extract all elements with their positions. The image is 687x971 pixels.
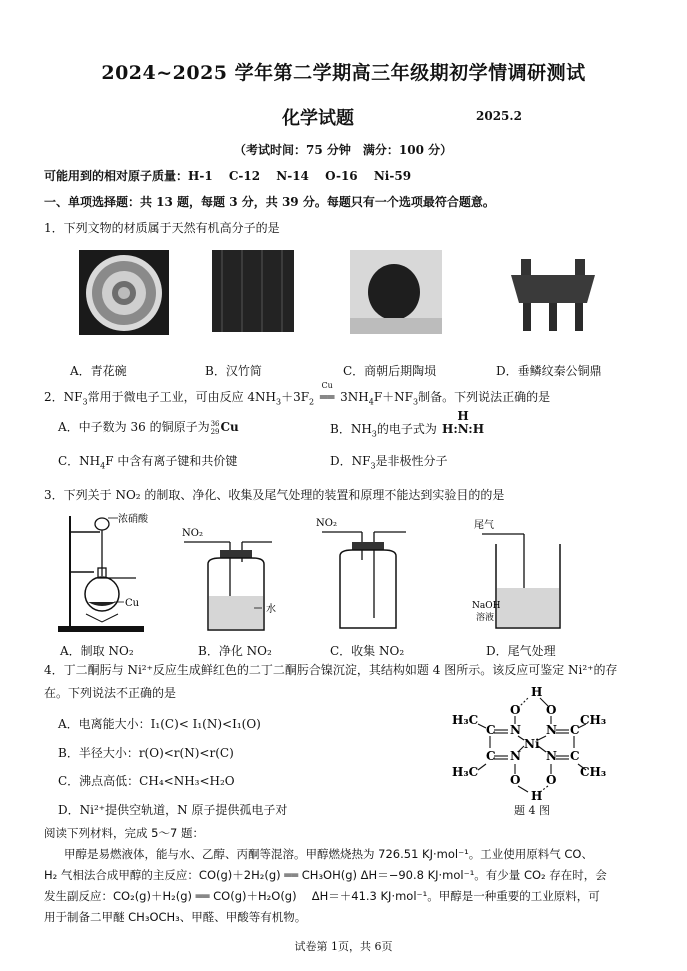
section-title: 一、单项选择题：共 13 题，每题 3 分，共 39 分。每题只有一个选项最符合题意。 <box>44 195 495 209</box>
water-level <box>209 596 263 629</box>
naoh-level <box>497 588 559 627</box>
label-naoh: NaOH <box>472 601 501 611</box>
exam-date: 2025.2 <box>476 109 522 123</box>
page-footer: 试卷第 1页，共 6页 <box>294 940 393 953</box>
apparatus-a-diagram <box>56 510 166 635</box>
q3-option-d: D．尾气处理 <box>486 644 556 658</box>
q2-option-d: D．$NF_3$是非极性分子 <box>330 454 448 471</box>
q4-option-a: A．电离能大小：I₁(C)< I₁(N)<I₁(O) <box>58 717 261 731</box>
q4-option-d: D．Ni²⁺提供空轨道，N 原子提供孤电子对 <box>58 803 288 817</box>
bronze-ding-image <box>503 253 603 335</box>
struct-c-2: C <box>570 723 580 737</box>
struct-n-1: N <box>510 723 521 737</box>
lewis-main: H:N:H <box>442 422 485 436</box>
page-title: 2024~2025 学年第二学期高三年级期初学情调研测试 <box>101 62 586 84</box>
q2-option-c: C．$NH_4F$ 中含有离子键和共价键 <box>58 454 238 471</box>
lewis-h-top: H <box>457 409 469 423</box>
struct-h-bottom: H <box>531 789 543 803</box>
bamboo-icon <box>212 250 294 332</box>
q1-option-c: C．商朝后期陶埙 <box>343 364 437 378</box>
apparatus-c-diagram <box>312 514 422 634</box>
struct-n-3: N <box>510 749 521 763</box>
label-solution: 溶液 <box>476 613 495 623</box>
reading-line-3: 发生副反应：CO₂(g)＋H₂(g) ══ CO(g)＋H₂O(g) ΔH＝＋41.3 KJ·mol⁻¹。甲醇是一种重要的工业原料，可 <box>44 889 600 903</box>
pottery-xun-image <box>350 250 442 334</box>
label-cu: Cu <box>125 598 140 609</box>
funnel-bulb <box>95 518 109 530</box>
q4-option-c: C．沸点高低：CH₄<NH₃<H₂O <box>58 774 235 788</box>
struct-ni: Ni <box>524 737 540 751</box>
bamboo-slips-image <box>212 250 294 332</box>
struct-n-4: N <box>546 749 557 763</box>
q3-option-c: C．收集 NO₂ <box>330 644 405 658</box>
struct-ch3-2: CH₃ <box>580 765 607 779</box>
q3-option-a: A．制取 NO₂ <box>60 644 134 658</box>
exam-subject: 化学试题 <box>282 108 354 129</box>
struct-c-1: C <box>486 723 496 737</box>
reading-line-2: H₂ 气相法合成甲醇的主反应：CO(g)＋2H₂(g) ══ CH₃OH(g) ΔH＝−90.8 KJ·mol⁻¹。有少量 CO₂ 存在时，会 <box>44 868 607 882</box>
atomic-masses: 可能用到的相对原子质量：H-1 C-12 N-14 O-16 Ni-59 <box>44 169 412 183</box>
apparatus-b-diagram <box>180 520 290 635</box>
pottery-icon <box>350 250 442 334</box>
stopper <box>220 550 252 558</box>
ding-icon <box>503 253 603 335</box>
reading-line-1: 甲醇是易燃液体，能与水、乙醇、丙酮等混溶。甲醇燃烧热为 726.51 KJ·mol⁻¹。工业使用原料气 CO、 <box>64 847 593 861</box>
bowl-icon <box>79 250 169 335</box>
blue-white-bowl-image <box>79 250 169 335</box>
q4-stem-line2: 在。下列说法不正确的是 <box>44 686 177 700</box>
q2-option-a: A．中子数为 36 的铜原子为36 29Cu <box>58 419 239 436</box>
q4-stem-line1: 4．丁二酮肟与 Ni²⁺反应生成鲜红色的二丁二酮肟合镍沉淀，其结构如题 4 图所示。该反应可鉴定 Ni²⁺的存 <box>44 663 618 677</box>
q1-option-b: B．汉竹简 <box>205 364 262 378</box>
collection-bottle <box>340 550 396 628</box>
struct-o-1: O <box>510 703 521 717</box>
struct-h3c-1: H₃C <box>452 713 479 727</box>
q3-option-b: B．净化 NO₂ <box>198 644 272 658</box>
label-no2-collect: NO₂ <box>316 518 337 529</box>
struct-c-3: C <box>486 749 496 763</box>
reading-line-4: 用于制备二甲醚 CH₃OCH₃、甲醛、甲酸等有机物。 <box>44 910 307 924</box>
label-acid: 浓硝酸 <box>118 514 148 525</box>
label-no2-in: NO₂ <box>182 528 203 539</box>
label-tail-gas: 尾气 <box>474 520 494 531</box>
struct-h-top: H <box>531 685 543 699</box>
reading-intro: 阅读下列材料，完成 5～7 题： <box>44 826 204 840</box>
q4-option-b: B．半径大小：r(O)<r(N)<r(C) <box>58 746 234 760</box>
struct-ch3-1: CH₃ <box>580 713 607 727</box>
q3-stem: 3．下列关于 NO₂ 的制取、净化、收集及尾气处理的装置和原理不能达到实验目的的是 <box>44 488 505 502</box>
struct-o-2: O <box>546 703 557 717</box>
nh3-lewis-structure <box>442 410 484 436</box>
struct-h3c-2: H₃C <box>452 765 479 779</box>
struct-o-3: O <box>510 773 521 787</box>
label-water: 水 <box>266 604 276 615</box>
figure-4-caption: 题 4 图 <box>514 804 550 817</box>
nickel-dmg-structure <box>448 684 628 804</box>
stand-base <box>58 626 144 632</box>
struct-n-2: N <box>546 723 557 737</box>
q1-option-a: A．青花碗 <box>70 364 127 378</box>
q1-option-d: D．垂鳞纹秦公铜鼎 <box>496 364 602 378</box>
q1-stem: 1．下列文物的材质属于天然有机高分子的是 <box>44 221 280 235</box>
struct-c-4: C <box>570 749 580 763</box>
exam-info: （考试时间：75 分钟 满分：100 分） <box>234 143 453 157</box>
q2-option-b: B．$NH_3$的电子式为 <box>330 422 437 439</box>
apparatus-d-diagram <box>468 516 578 636</box>
struct-o-4: O <box>546 773 557 787</box>
stopper-c <box>352 542 384 550</box>
q2-stem: 2．$NF_3$常用于微电子工业，可由反应 $4NH_3+3F_2$ Cu ══ $3NH_4F+NF_3$制备。下列说法正确的是 <box>44 381 551 407</box>
